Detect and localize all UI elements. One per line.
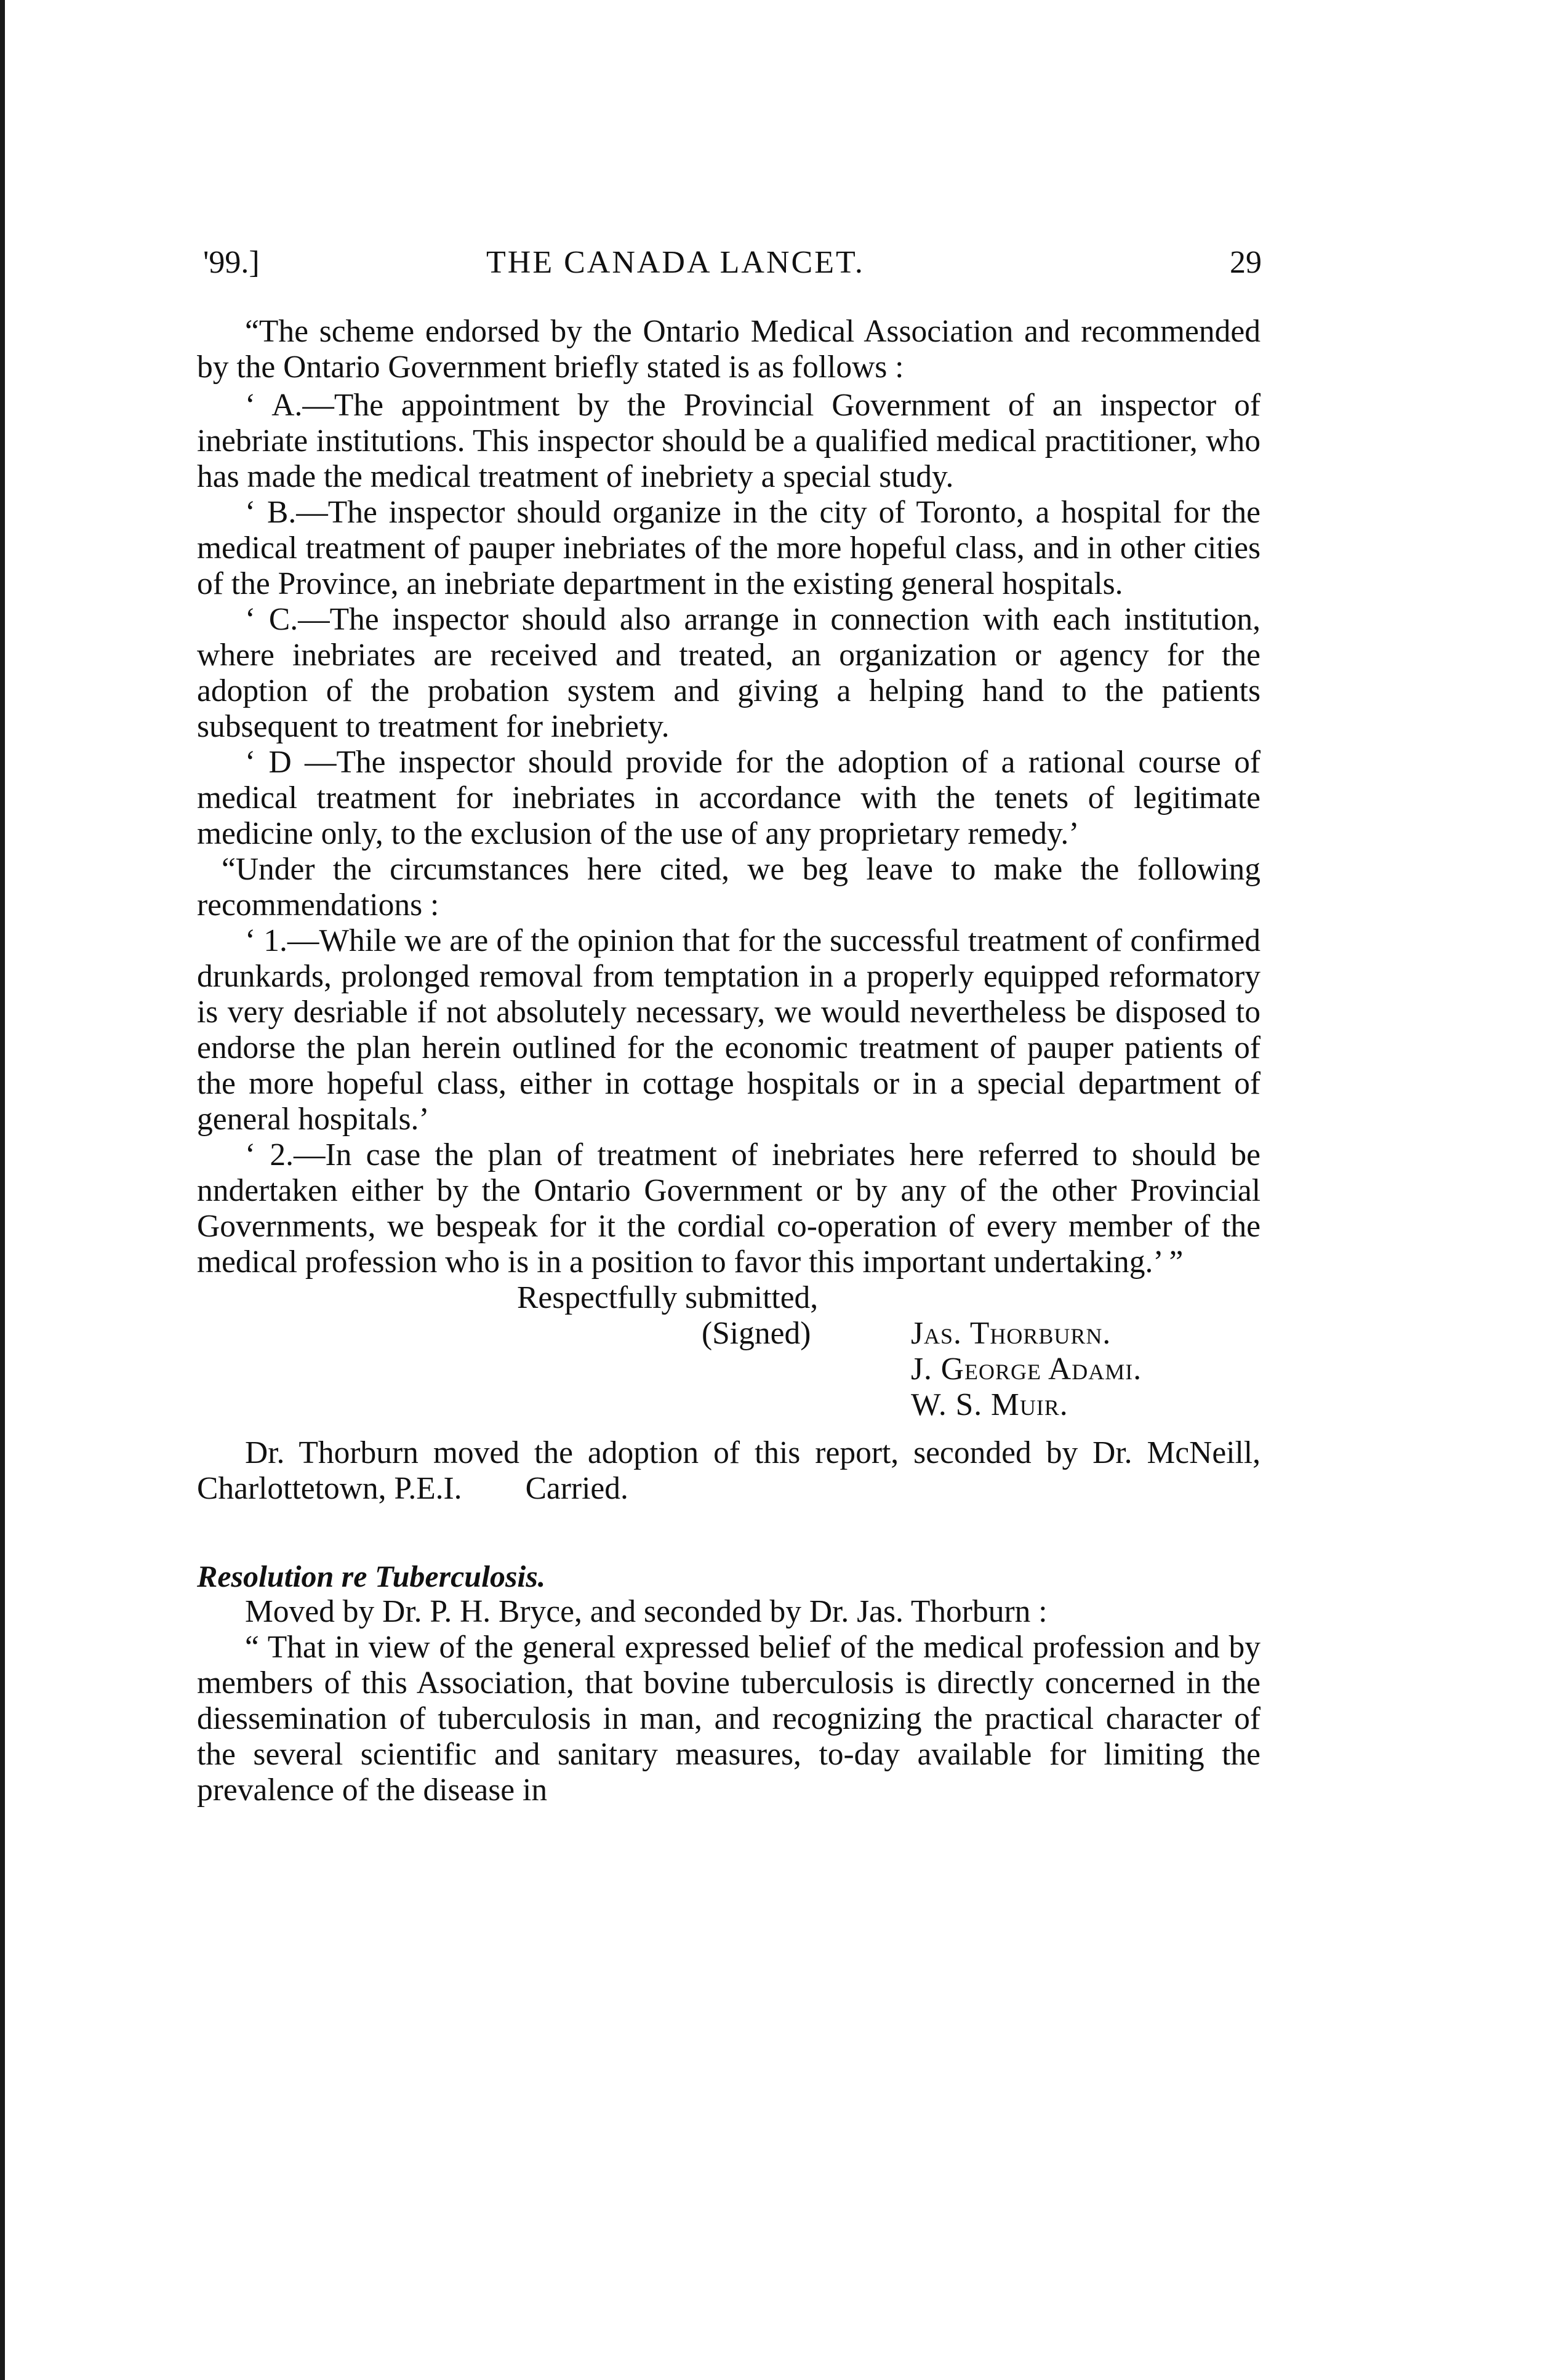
adoption-text: Dr. Thorburn moved the adoption of this report, seconded by Dr. McNeill, Charlottetown, P.E.I. [197, 1435, 1260, 1506]
section-heading: Resolution re Tuberculosis. [197, 1559, 546, 1593]
item-b-text: ‘ B.—The inspector should organize in the city of Toronto, a hospital for the medical treatment of pauper inebriates of the more hopeful class, and in other cities of the Province, an inebriate department in the existing general hospitals. [197, 495, 1260, 601]
recommendation-2-text: ‘ 2.—In case the plan of treatment of inebriates here referred to should be nndertaken either by the Ontario Government or by any of the other Provincial Governments, we bespeak for it the cordial co-operation of every member of the medical profession who is in a position to favor this important undertaking.’ ” [197, 1137, 1260, 1280]
item-d-text: ‘ D —The inspector should provide for the adoption of a rational course of medical treatment for inebriates in accordance with the tenets of legitimate medicine only, to the exclusion of the use of any proprietary remedy.’ [197, 745, 1260, 851]
signatory-thorburn: Jas. Thorburn. [911, 1316, 1112, 1351]
under-paragraph: “Under the circumstances here cited, we beg leave to make the following recommendations : [197, 852, 1260, 923]
item-a-paragraph [197, 388, 1260, 495]
item-a-text: ‘ A.—The appointment by the Provincial Government of an inspector of inebriate institutions. This inspector should be a qualified medical practitioner, who has made the medical treatment of inebriety a special study. [197, 388, 1260, 494]
intro-paragraph: “The scheme endorsed by the Ontario Medical Association and recommended by the Ontario Government briefly stated is as follows : [197, 314, 1260, 385]
journal-title: THE CANADA LANCET. [486, 245, 865, 280]
recommendation-1-text: ‘ 1.—While we are of the opinion that for the successful treatment of confirmed drunkards, prolonged removal from temptation in a properly equipped reformatory is very desriable if not absolutely necessary, we would nevertheless be disposed to endorse the plan herein outlined for the economic treatment of pauper patients of the more hopeful class, either in cottage hospitals or in a special department of general hospitals.’ [197, 923, 1260, 1137]
moved-by-paragraph: Moved by Dr. P. H. Bryce, and seconded by Dr. Jas. Thorburn : [245, 1594, 1048, 1629]
adoption-paragraph [197, 1435, 1260, 1507]
signature-block [197, 1280, 1260, 1435]
item-b-paragraph [197, 495, 1260, 602]
page-number: 29 [1230, 245, 1262, 280]
volume-year: '99.] [203, 245, 260, 280]
scan-edge [0, 0, 5, 2380]
resolution-paragraph: “ That in view of the general expressed belief of the medical profession and by members of this Association, that bovine tuberculosis is directly concerned in the diessemination of tuberculosis in man, and recognizing the practical character of the several scientific and sanitary measures, to-day available for limiting the prevalence of the disease in [197, 1630, 1260, 1808]
page-body [197, 314, 1260, 1808]
item-c-text: ‘ C.—The inspector should also arrange in connection with each institution, where inebriates are received and treated, an organization or agency for the adoption of the probation system and giving a helping hand to the patients subsequent to treatment for inebriety. [197, 602, 1260, 744]
signed-label: (Signed) [702, 1316, 811, 1351]
running-header [203, 241, 1262, 284]
signatory-adami: J. George Adami. [911, 1352, 1142, 1387]
recommendation-2-paragraph [197, 1137, 1260, 1280]
respectfully-submitted: Respectfully submitted, [517, 1280, 819, 1315]
signatory-muir: W. S. Muir. [911, 1387, 1068, 1422]
carried-text: Carried. [525, 1471, 628, 1506]
recommendation-1-paragraph [197, 923, 1260, 1137]
item-d-paragraph [197, 745, 1260, 852]
item-c-paragraph [197, 602, 1260, 745]
